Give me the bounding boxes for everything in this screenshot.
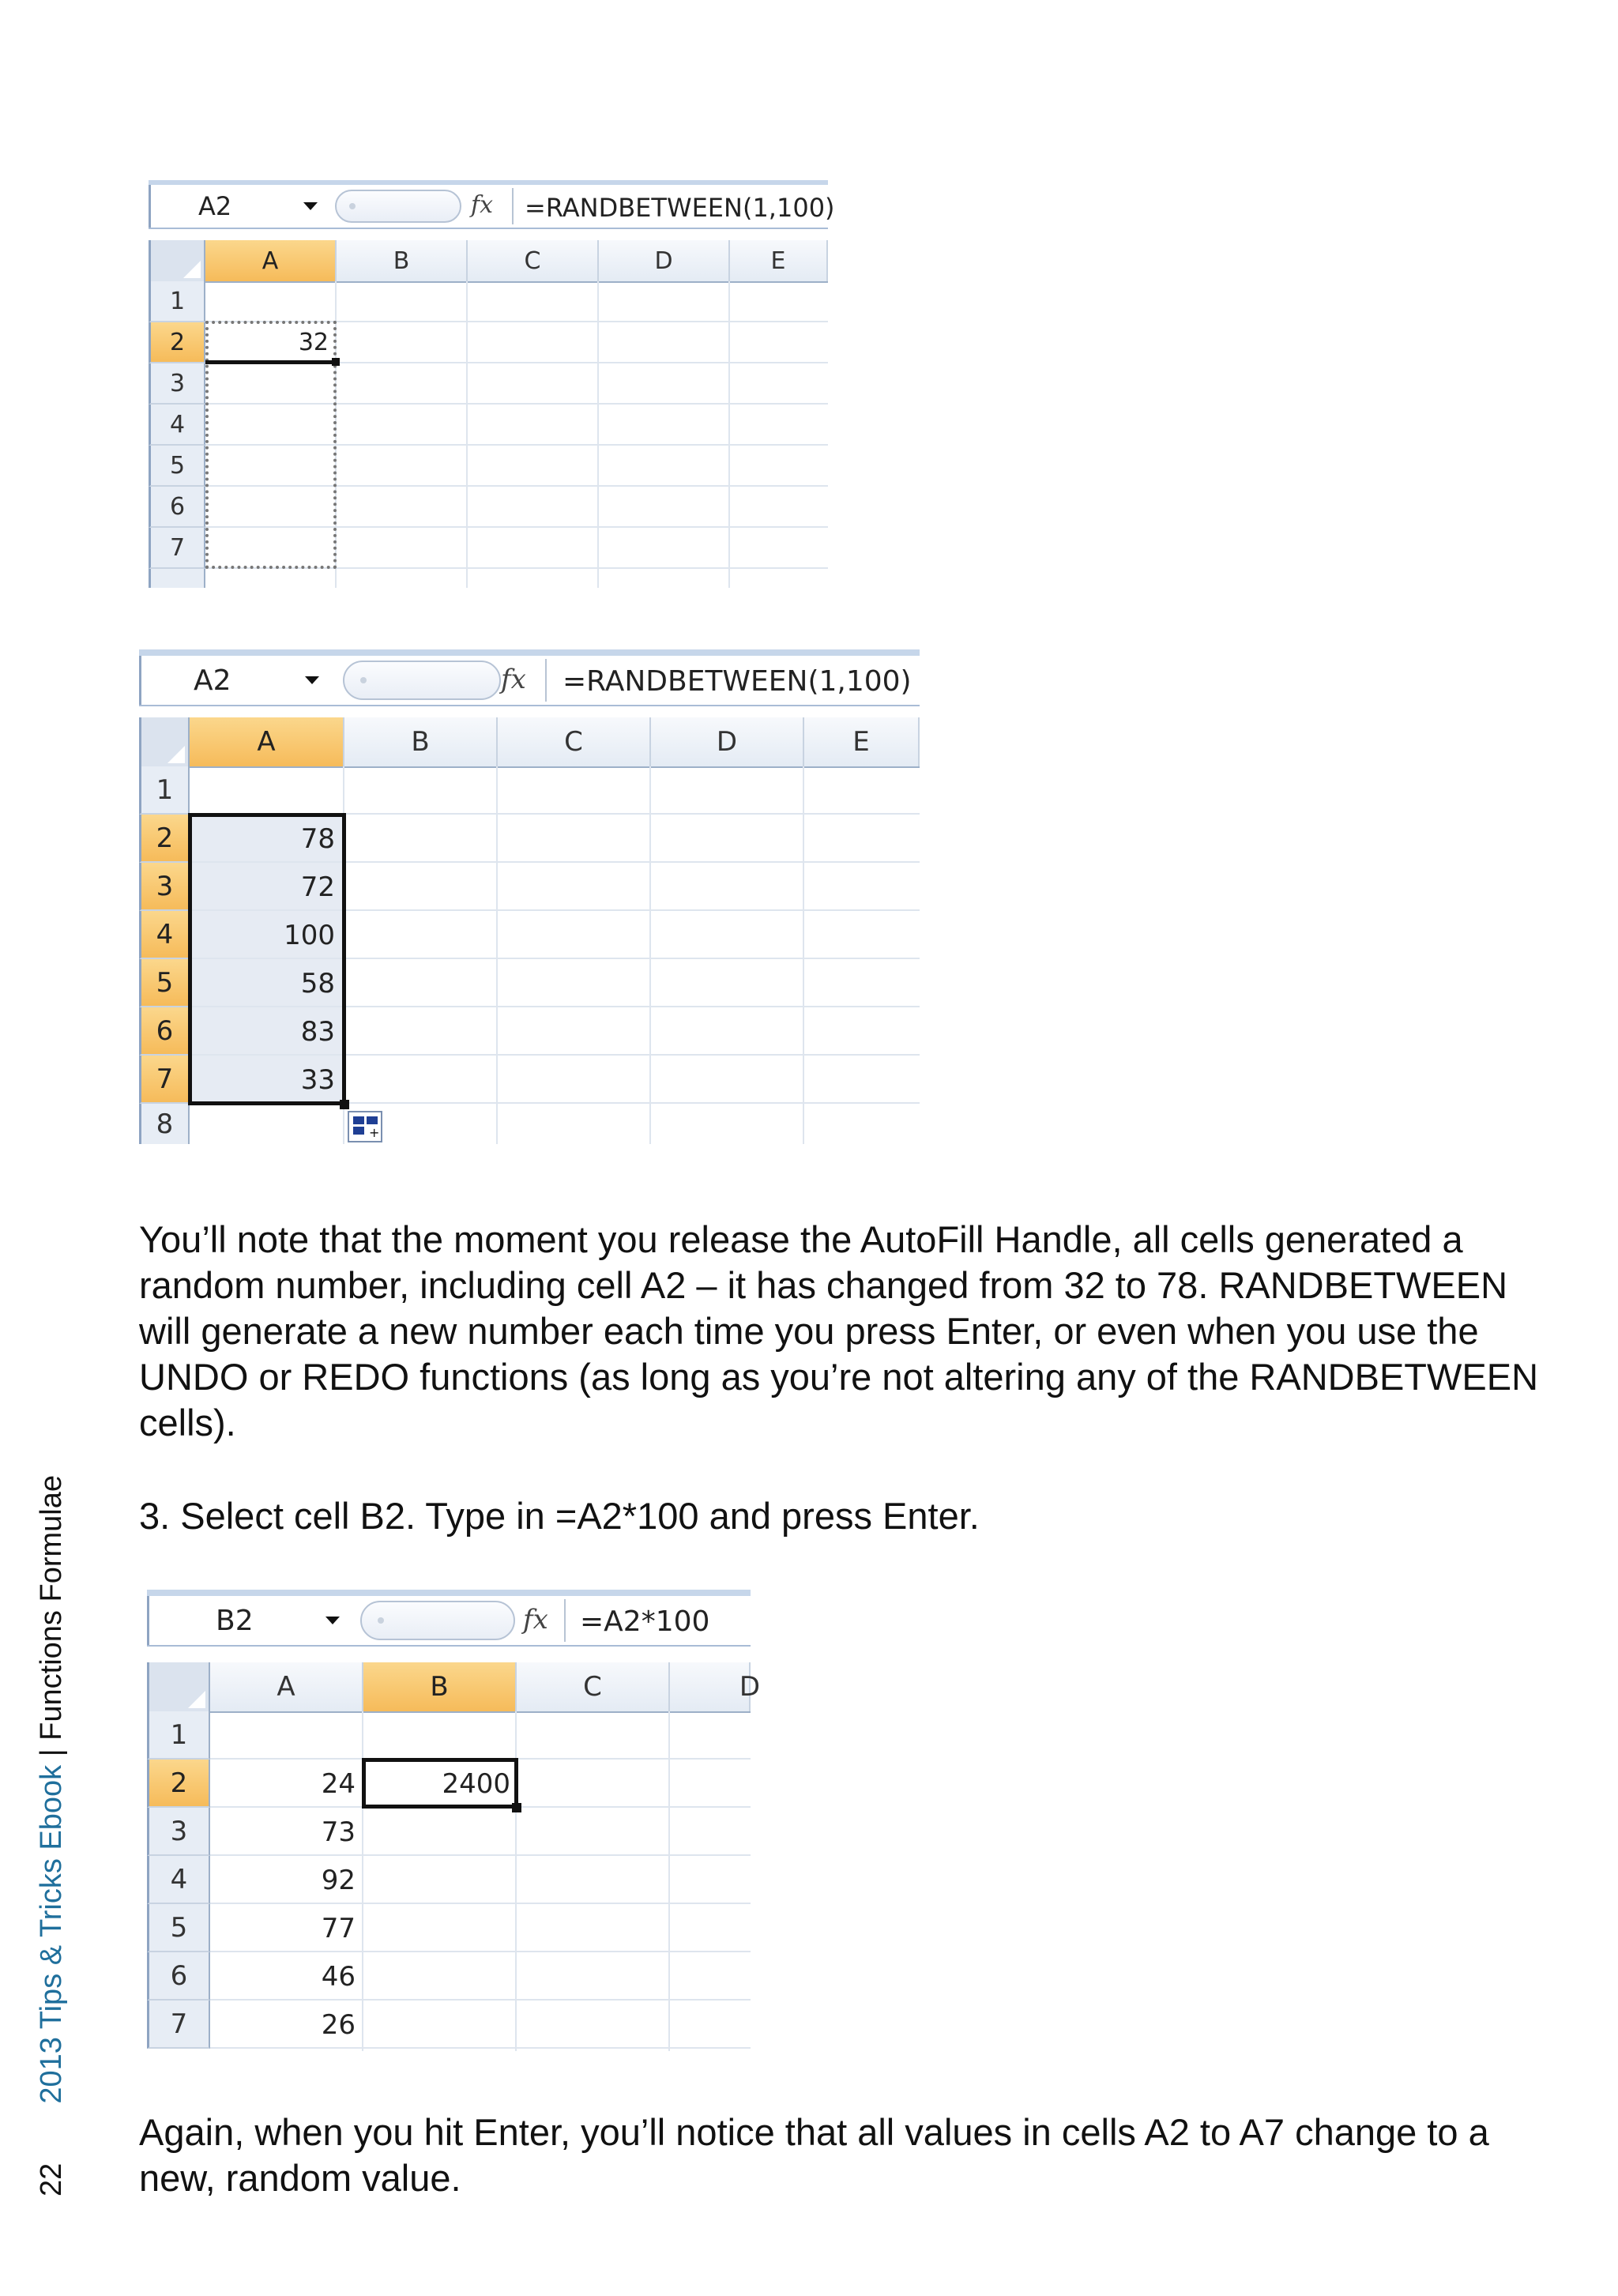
autofill-options-icon[interactable]: +	[348, 1111, 382, 1142]
row-header-6[interactable]: 6	[147, 1952, 210, 2001]
column-header-c[interactable]: C	[498, 717, 651, 766]
name-box-value: A2	[194, 664, 231, 697]
page-number: 22	[35, 2162, 68, 2196]
formula-input[interactable]: =RANDBETWEEN(1,100)	[563, 665, 912, 698]
fill-handle[interactable]	[512, 1803, 521, 1812]
step-3-instruction: 3. Select cell B2. Type in =A2*100 and press Enter.	[139, 1495, 980, 1537]
formula-bar-resize-handle[interactable]	[343, 661, 501, 700]
fx-icon[interactable]: fx	[501, 664, 526, 695]
row-header-3[interactable]: 3	[149, 363, 205, 405]
section-name: Functions Formulae	[35, 1475, 68, 1741]
row-header-1[interactable]: 1	[149, 281, 205, 322]
book-title: 2013 Tips & Tricks Ebook	[35, 1764, 68, 2104]
column-header-b[interactable]: B	[344, 717, 498, 766]
column-header-d[interactable]: D	[651, 717, 804, 766]
footer-separator: |	[35, 1748, 68, 1757]
body-paragraph-enter-note: Again, when you hit Enter, you’ll notice that all values in cells A2 to A7 change to a new, random value.	[139, 2111, 1489, 2199]
row-header-6[interactable]: 6	[149, 487, 205, 528]
gridline	[597, 281, 599, 588]
cell-a6[interactable]: 46	[321, 1961, 356, 1993]
cell-a2[interactable]: 32	[298, 329, 329, 356]
row-header-5[interactable]: 5	[149, 446, 205, 487]
cell-a5[interactable]: 77	[321, 1913, 356, 1944]
column-header-d[interactable]: D	[599, 240, 730, 281]
column-header-d[interactable]	[670, 1662, 760, 1711]
formula-bar	[139, 656, 920, 706]
formula-bar	[147, 1596, 751, 1647]
row-header-4[interactable]: 4	[147, 1856, 210, 1904]
name-box-value: B2	[216, 1604, 254, 1637]
column-header-e[interactable]: E	[730, 240, 828, 281]
formula-separator	[545, 659, 547, 702]
cell-a4[interactable]: 92	[321, 1865, 356, 1896]
column-header-b[interactable]: B	[363, 1662, 517, 1711]
column-header-e[interactable]: E	[804, 717, 920, 766]
column-header-row	[139, 717, 920, 768]
gridline	[668, 1711, 670, 2051]
fill-handle[interactable]	[332, 358, 340, 366]
spreadsheet-screenshot-1	[149, 180, 835, 588]
row-header-2[interactable]: 2	[139, 815, 190, 863]
gridline	[649, 766, 651, 1144]
row-header-6[interactable]: 6	[139, 1007, 190, 1056]
ribbon-edge	[147, 1590, 751, 1596]
cell-a2[interactable]: 78	[300, 823, 335, 855]
formula-separator	[564, 1599, 566, 1642]
formula-bar-resize-handle[interactable]	[335, 190, 461, 223]
row-header-5[interactable]: 5	[139, 959, 190, 1007]
cell-a7[interactable]: 26	[321, 2009, 356, 2041]
row-header-2[interactable]: 2	[149, 322, 205, 363]
select-all-corner[interactable]	[149, 240, 205, 281]
row-header-3[interactable]: 3	[139, 863, 190, 911]
formula-bar	[149, 185, 835, 229]
row-header-7[interactable]: 7	[149, 528, 205, 569]
side-footer	[33, 1475, 70, 2196]
selection-border	[188, 813, 346, 1105]
cell-a4[interactable]: 100	[284, 920, 335, 951]
cell-a5[interactable]: 58	[300, 968, 335, 999]
gridline	[496, 766, 498, 1144]
cell-a3[interactable]: 72	[300, 871, 335, 903]
column-header-c[interactable]: C	[517, 1662, 670, 1711]
formula-bar-resize-handle[interactable]	[360, 1601, 515, 1640]
column-header-d-label: D	[739, 1671, 760, 1703]
active-cell-border	[205, 360, 337, 364]
gridline	[728, 281, 730, 588]
gridline	[803, 766, 804, 1144]
row-header-8[interactable]: 8	[139, 1104, 190, 1144]
fx-icon[interactable]: fx	[523, 1604, 548, 1635]
row-header-4[interactable]: 4	[139, 911, 190, 959]
column-header-a[interactable]: A	[210, 1662, 363, 1711]
row-header-5[interactable]: 5	[147, 1904, 210, 1952]
body-paragraph-autofill-note: You’ll note that the moment you release the AutoFill Handle, all cells generated a random number, including cell A2 – it has changed from 32 to 78. RANDBETWEEN will generate a new number each time you press Enter, or even when you use the UNDO or REDO functions (as long as you’re not altering any of the RANDBETWEEN cells).	[139, 1218, 1539, 1443]
formula-input[interactable]: =RANDBETWEEN(1,100)	[525, 193, 835, 223]
handle-dot-icon	[360, 677, 367, 683]
cell-a3[interactable]: 73	[321, 1816, 356, 1848]
row-header-7[interactable]: 7	[147, 2001, 210, 2049]
chevron-down-icon[interactable]	[303, 202, 318, 210]
select-all-corner[interactable]	[147, 1662, 210, 1711]
formula-separator	[512, 188, 514, 224]
name-box-value: A2	[198, 191, 232, 221]
row-header-2[interactable]: 2	[147, 1760, 210, 1808]
row-header-3[interactable]: 3	[147, 1808, 210, 1856]
name-box[interactable]	[147, 1596, 352, 1645]
column-header-row	[149, 240, 828, 283]
column-header-a[interactable]: A	[205, 240, 337, 281]
gridline	[466, 281, 468, 588]
fx-icon[interactable]: fx	[471, 191, 494, 219]
row-header-7[interactable]: 7	[139, 1056, 190, 1104]
handle-dot-icon	[378, 1617, 384, 1624]
select-all-corner[interactable]	[139, 717, 190, 766]
cell-a7[interactable]: 33	[300, 1064, 335, 1096]
ribbon-edge	[139, 649, 920, 656]
cell-b2[interactable]: 2400	[442, 1768, 510, 1800]
spreadsheet-screenshot-3	[147, 1590, 760, 2051]
column-header-b[interactable]: B	[337, 240, 468, 281]
formula-input[interactable]: =A2*100	[580, 1605, 710, 1638]
fill-handle[interactable]	[340, 1100, 349, 1109]
row-header-1[interactable]: 1	[139, 766, 190, 815]
chevron-down-icon[interactable]	[325, 1617, 340, 1624]
triangle-icon	[167, 746, 185, 763]
cell-a6[interactable]: 83	[300, 1016, 335, 1048]
triangle-icon	[183, 261, 201, 278]
row-header-4[interactable]: 4	[149, 405, 205, 446]
row-header-8-partial	[149, 569, 205, 588]
column-header-a[interactable]: A	[190, 717, 344, 766]
row-header-1[interactable]: 1	[147, 1711, 210, 1760]
cell-a2[interactable]: 24	[321, 1768, 356, 1800]
column-header-c[interactable]: C	[468, 240, 599, 281]
column-header-row	[147, 1662, 760, 1713]
handle-dot-icon	[349, 203, 356, 209]
chevron-down-icon[interactable]	[305, 676, 319, 684]
triangle-icon	[188, 1691, 205, 1708]
spreadsheet-screenshot-2	[139, 649, 920, 1144]
